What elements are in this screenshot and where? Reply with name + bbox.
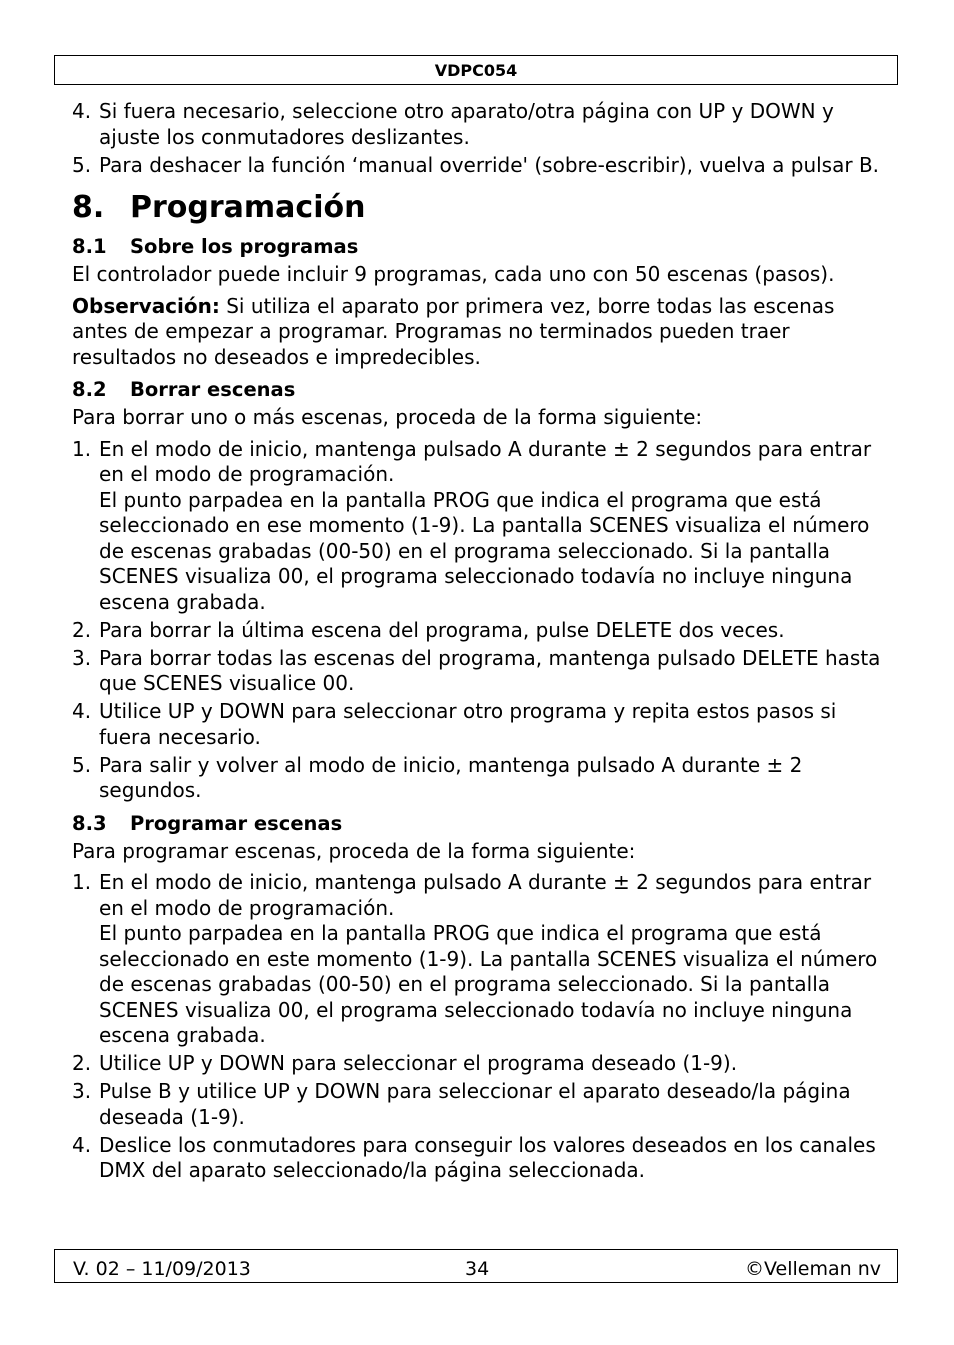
document-title: VDPC054 bbox=[434, 61, 518, 80]
subsection-heading-8-3 bbox=[72, 811, 882, 836]
step-subtext: El punto parpadea en la pantalla PROG que indica el programa que está seleccionado en este momento (1-9). La pantalla SCENES visualiza el número de escenas grabadas (00-50) en el programa seleccionado. Si la pantalla SCENES visualiza 00, el programa seleccionado todavía no incluye ninguna escena grabada. bbox=[99, 921, 878, 1047]
step-number: 1. bbox=[72, 436, 92, 461]
step-text: Utilice UP y DOWN para seleccionar el programa deseado (1-9). bbox=[99, 1051, 738, 1075]
step-number: 4. bbox=[72, 699, 92, 723]
step-text: Para salir y volver al modo de inicio, mantenga pulsado A durante ± 2 segundos. bbox=[99, 752, 803, 802]
intro-steps bbox=[72, 99, 882, 178]
program-steps bbox=[72, 870, 882, 1184]
subsection-heading-8-2 bbox=[72, 377, 882, 402]
step-text: En el modo de inicio, mantenga pulsado A durante ± 2 segundos para entrar en el modo de programación. bbox=[99, 436, 872, 486]
step-text: Para borrar la última escena del programa, pulse DELETE dos veces. bbox=[99, 617, 785, 642]
subsection-number: 8.3 bbox=[72, 811, 107, 835]
version-label: V. 02 – 11/09/2013 bbox=[73, 1258, 251, 1280]
section-number: 8. bbox=[72, 190, 105, 225]
subsection-title: Programar escenas bbox=[130, 811, 343, 835]
subsection-number: 8.2 bbox=[72, 378, 107, 401]
step-number: 4. bbox=[72, 1132, 92, 1157]
page-footer bbox=[54, 1249, 898, 1283]
step-text: Deslice los conmutadores para conseguir los valores deseados en los canales DMX del aparato seleccionado/la página seleccionada. bbox=[99, 1132, 876, 1182]
step-text: Pulse B y utilice UP y DOWN para seleccionar el aparato deseado/la página deseada (1-9). bbox=[99, 1079, 851, 1129]
list-item bbox=[72, 618, 882, 644]
step-text: Para borrar todas las escenas del programa, mantenga pulsado DELETE hasta que SCENES visualice 00. bbox=[99, 645, 881, 695]
step-number: 4. bbox=[72, 99, 92, 123]
note-paragraph bbox=[72, 294, 882, 371]
paragraph: El controlador puede incluir 9 programas, cada uno con 50 escenas (pasos). bbox=[72, 262, 835, 286]
step-number: 1. bbox=[72, 870, 92, 894]
paragraph: Para borrar uno o más escenas, proceda de la forma siguiente: bbox=[72, 405, 703, 429]
list-item bbox=[72, 753, 882, 804]
list-item bbox=[72, 699, 882, 750]
step-number: 2. bbox=[72, 617, 92, 642]
copyright-label: ©Velleman nv bbox=[745, 1258, 881, 1280]
delete-steps bbox=[72, 437, 882, 804]
list-item bbox=[72, 870, 882, 1049]
page-number: 34 bbox=[465, 1258, 490, 1280]
subsection-heading-8-1 bbox=[72, 234, 882, 259]
step-text: En el modo de inicio, mantenga pulsado A durante ± 2 segundos para entrar en el modo de programación. bbox=[99, 870, 872, 920]
list-item bbox=[72, 1133, 882, 1184]
paragraph: Para programar escenas, proceda de la forma siguiente: bbox=[72, 838, 636, 863]
step-number: 2. bbox=[72, 1051, 92, 1075]
list-item bbox=[72, 646, 882, 697]
page-content bbox=[72, 99, 882, 1186]
step-text: Para deshacer la función ‘manual override' (sobre-escribir), vuelva a pulsar B. bbox=[99, 152, 880, 177]
step-text: Si fuera necesario, seleccione otro aparato/otra página con UP y DOWN y ajuste los conmutadores deslizantes. bbox=[99, 99, 834, 149]
note-label: Observación: bbox=[72, 293, 220, 318]
list-item bbox=[72, 1051, 882, 1077]
step-number: 5. bbox=[72, 152, 92, 177]
step-number: 3. bbox=[72, 1079, 92, 1103]
page-header bbox=[54, 55, 898, 85]
list-item bbox=[72, 437, 882, 616]
section-heading bbox=[72, 189, 882, 227]
step-subtext: El punto parpadea en la pantalla PROG que indica el programa que está seleccionado en ese momento (1-9). La pantalla SCENES visualiza el número de escenas grabadas (00-50) en el programa seleccionado. Si la pantalla SCENES visualiza 00, el programa seleccionado todavía no incluye ninguna escena grabada. bbox=[99, 487, 870, 614]
note-text: Si utiliza el aparato por primera vez, borre todas las escenas antes de empezar a programar. Programas no terminados pueden traer resultados no deseados e impredecibles. bbox=[72, 293, 835, 369]
subsection-number: 8.1 bbox=[72, 235, 107, 258]
subsection-title: Borrar escenas bbox=[130, 378, 296, 401]
subsection-title: Sobre los programas bbox=[130, 235, 359, 258]
step-number: 3. bbox=[72, 645, 92, 670]
list-item bbox=[72, 153, 882, 179]
section-title: Programación bbox=[130, 190, 366, 225]
step-text: Utilice UP y DOWN para seleccionar otro programa y repita estos pasos si fuera necesario. bbox=[99, 699, 837, 749]
list-item bbox=[72, 1079, 882, 1130]
step-number: 5. bbox=[72, 752, 92, 777]
list-item bbox=[72, 99, 882, 150]
